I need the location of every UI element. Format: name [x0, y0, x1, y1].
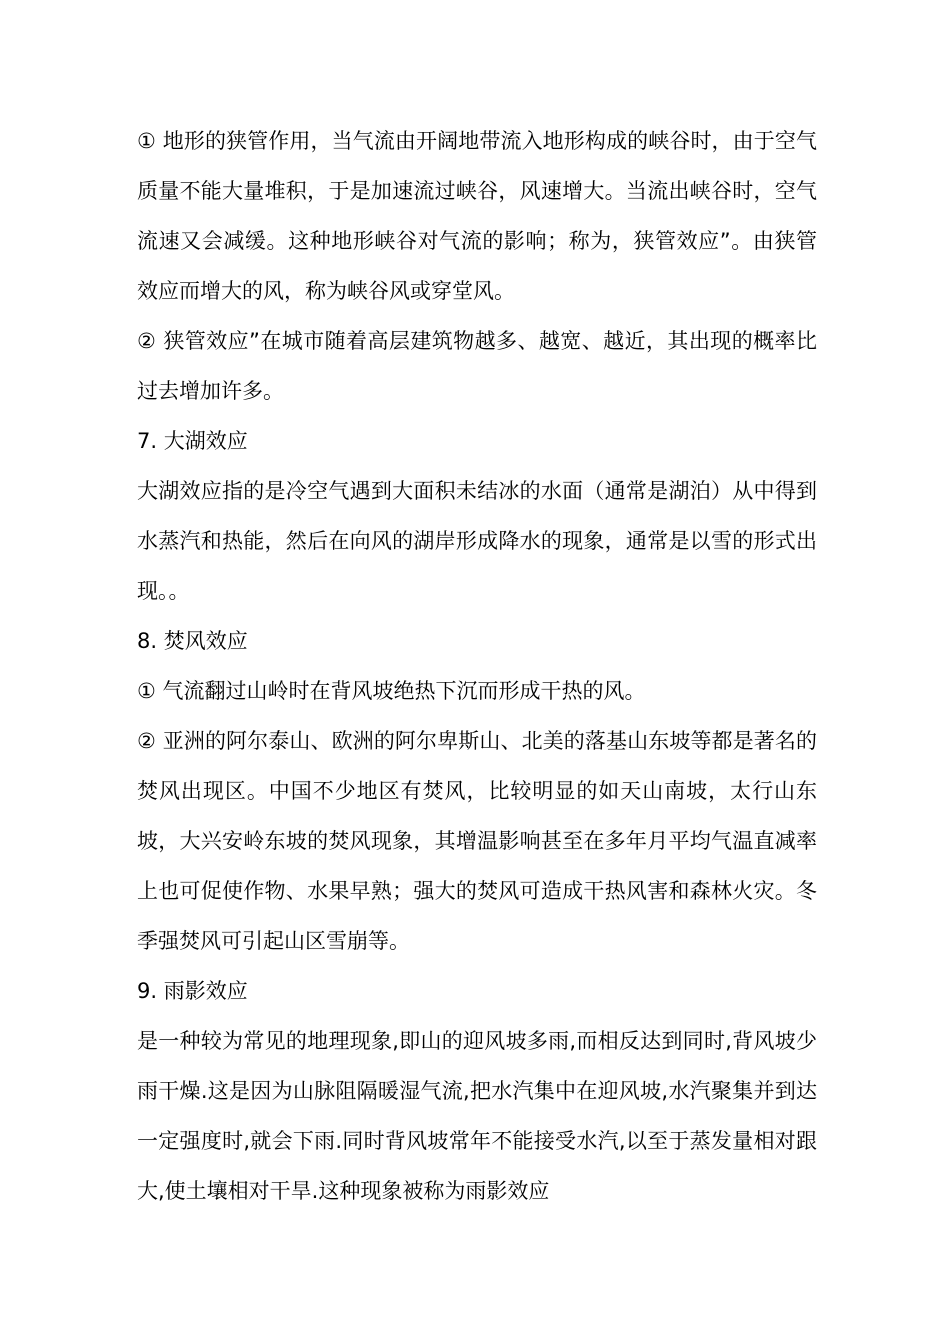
paragraph-rain-shadow-effect: 是一种较为常见的地理现象,即山的迎风坡多雨,而相反达到同时,背风坡少雨干燥.这是因为山脉阻隔暖湿气流,把水汽集中在迎风坡,水汽聚集并到达一定强度时,就会下雨.同时背风坡常年不能接受水汽,以至于蒸发量相对跟大,使土壤相对干旱.这种现象被称为雨影效应 — [137, 1029, 817, 1203]
heading-rain-shadow-effect: 9. 雨影效应 — [137, 979, 248, 1003]
heading-great-lake-effect: 7. 大湖效应 — [137, 429, 248, 453]
document-body — [137, 116, 817, 1216]
paragraph-narrow-pipe-city: ② 狭管效应”在城市随着高层建筑物越多、越宽、越近，其出现的概率比过去增加许多。 — [137, 329, 817, 403]
paragraph-narrow-pipe-effect: ① 地形的狭管作用，当气流由开阔地带流入地形构成的峡谷时，由于空气质量不能大量堆积，于是加速流过峡谷，风速增大。当流出峡谷时，空气流速又会减缓。这种地形峡谷对气流的影响；称为，狭管效应”。由狭管效应而增大的风，称为峡谷风或穿堂风。 — [137, 129, 817, 303]
paragraph-foehn-definition: ① 气流翻过山岭时在背风坡绝热下沉而形成干热的风。 — [137, 679, 646, 703]
paragraph-foehn-regions: ② 亚洲的阿尔泰山、欧洲的阿尔卑斯山、北美的落基山东坡等都是著名的焚风出现区。中国不少地区有焚风，比较明显的如天山南坡，太行山东坡，大兴安岭东坡的焚风现象，其增温影响甚至在多年月平均气温直减率上也可促使作物、水果早熟；强大的焚风可造成干热风害和森林火灾。冬季强焚风可引起山区雪崩等。 — [137, 729, 817, 953]
heading-foehn-effect: 8. 焚风效应 — [137, 629, 248, 653]
paragraph-great-lake-effect: 大湖效应指的是冷空气遇到大面积未结冰的水面（通常是湖泊）从中得到水蒸汽和热能，然后在向风的湖岸形成降水的现象，通常是以雪的形式出现。。 — [137, 479, 817, 603]
